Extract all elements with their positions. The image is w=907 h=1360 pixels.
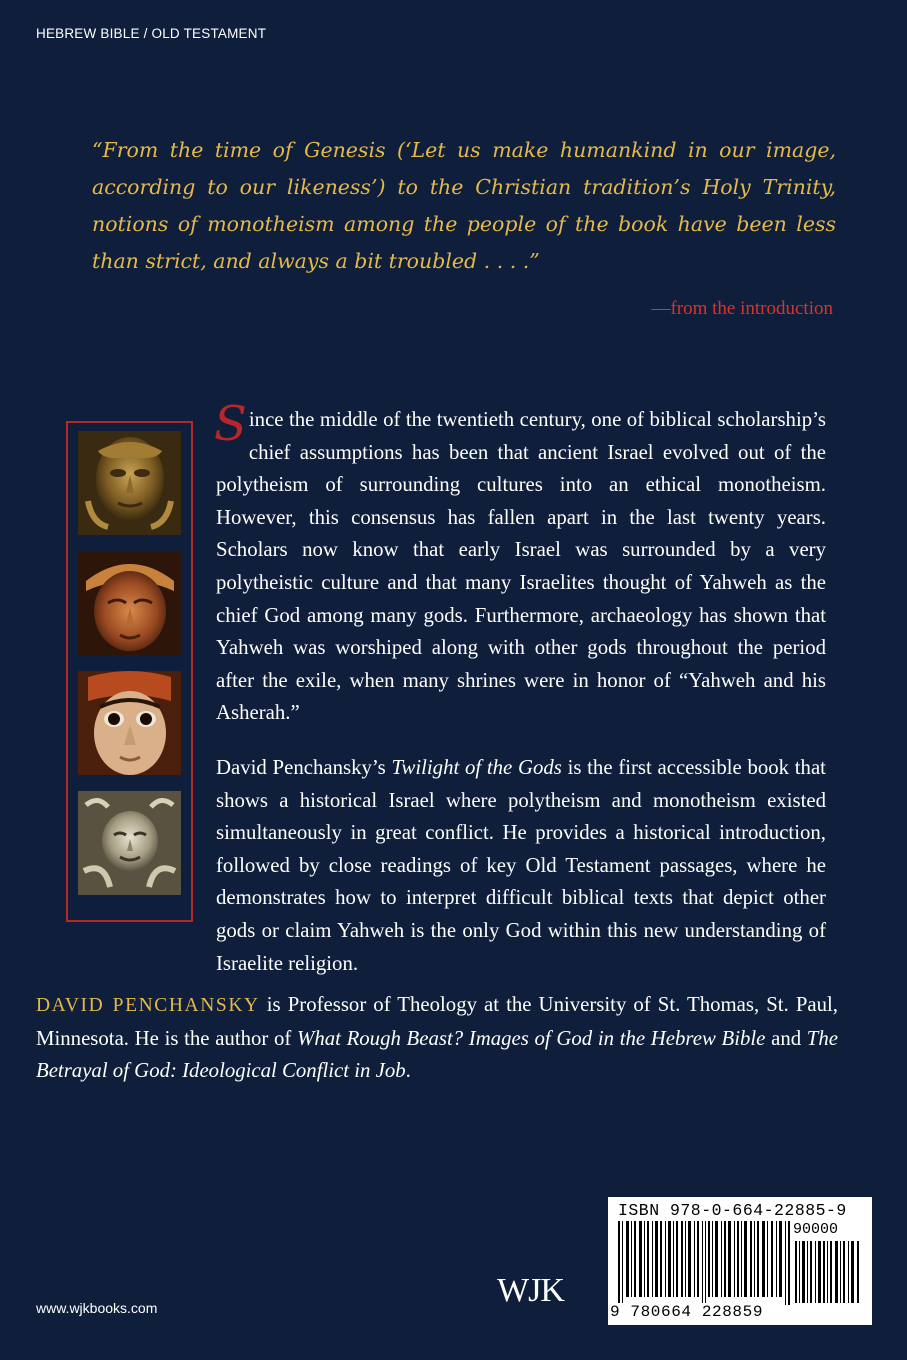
price-code: 90000 [793,1221,839,1238]
addon-barcode-icon [794,1241,864,1303]
isbn-barcode [608,1197,872,1325]
author-book-2: The Betrayal of God: Ideological Conflict in Job [36,1026,838,1083]
publisher-website: www.wjkbooks.com [36,1300,158,1316]
paragraph-2-text: is the first accessible book that shows a historical Israel where polytheism and monotheism existed simultaneously in great conflict. He provides a historical introduction, followed by close readings of key Old Testament passages, where he demonstrates how to interpret difficult biblical texts that depict other gods or claim Yahweh is the only God within this new understanding of Israelite religion. [216,755,826,975]
author-bio [36,989,838,1088]
drop-cap: S [214,396,247,452]
paragraph-2-intro: David Penchansky’s [216,755,392,779]
body-paragraph-1 [214,396,826,730]
painted-terracotta-face-image [78,551,181,655]
barcode-icon [616,1221,792,1305]
paragraph-1-text: ince the middle of the twentieth century, one of biblical scholarship’s chief assumptions has been that ancient Israel evolved out of the polytheism of surrounding cultures into an ethical monotheism. However, this consensus has fallen apart in the last twenty years. Scholars now know that early Israel was surrounded by a very polytheistic culture and that many Israelites thought of Yahweh as the chief God among many gods. Furthermore, archaeology has shown that Yahweh was worshiped along with other gods throughout the period after the exile, when many shrines were in honor of “Yahweh and his Asherah.” [216,408,826,725]
body-text [214,396,826,980]
artifact-image-strip [66,421,193,922]
ivory-face-dark-eyes-image [78,671,181,775]
publisher-logo: WJK [497,1272,564,1309]
bio-text-2: and [765,1026,807,1050]
ean-number: 9 780664 228859 [610,1303,764,1321]
author-name: DAVID PENCHANSKY [36,995,260,1016]
quote-attribution: —from the introduction [651,298,833,319]
gold-mask-face-image [78,431,181,535]
bio-text-1: is Professor of Theology at the University of St. Thomas, St. Paul, Minnesota. He is the author of [36,993,838,1050]
category-label: HEBREW BIBLE / OLD TESTAMENT [36,26,267,41]
isbn-label: ISBN 978-0-664-22885-9 [618,1201,847,1220]
silver-relief-face-image [78,791,181,895]
body-paragraph-2 [216,752,826,980]
author-book-1: What Rough Beast? Images of God in the Hebrew Bible [297,1026,766,1050]
bio-text-3: . [405,1059,411,1083]
book-title: Twilight of the Gods [391,755,562,779]
pull-quote: “From the time of Genesis (‘Let us make humankind in our image, according to our likeness’) to the Christian tradition’s Holy Trinity, notions of monotheism among the people of the book have been less than strict, and always a bit troubled . . . .” [92,138,836,273]
